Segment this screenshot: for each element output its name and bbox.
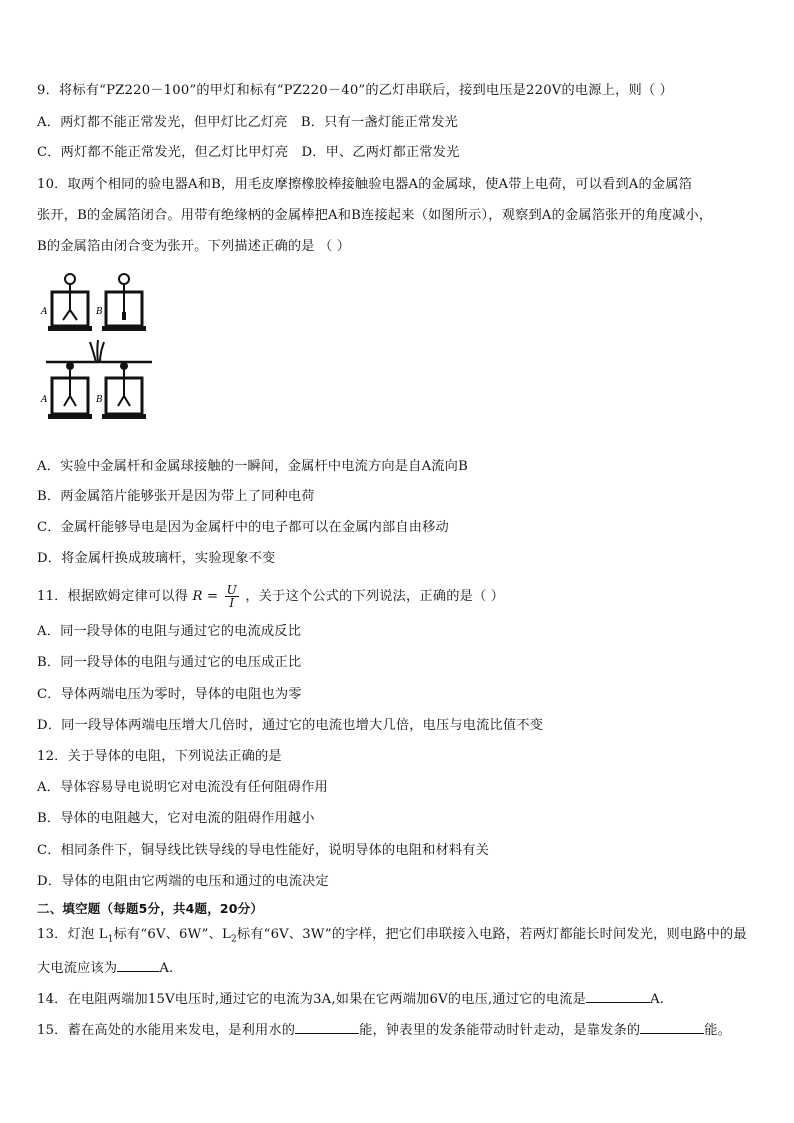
q13-sub-1: 1 — [107, 934, 114, 945]
q9-option-c: C．两灯都不能正常发光，但乙灯比甲灯亮 — [37, 145, 289, 160]
q11-option-d: D．同一段导体两端电压增大几倍时，通过它的电流也增大几倍，电压与电流比值不变 — [37, 718, 544, 733]
electroscope-figure — [40, 270, 160, 445]
q14-answer-blank[interactable] — [586, 988, 650, 1003]
q13-text-b: 标有“6V、6W”、L — [113, 927, 231, 942]
q12-stem: 12．关于导体的电阻，下列说法正确的是 — [37, 749, 282, 764]
q11-stem — [37, 584, 504, 609]
q13-stem-line1 — [37, 926, 747, 949]
q15-stem — [37, 1019, 731, 1040]
q15-answer-blank-1[interactable] — [295, 1019, 359, 1034]
q10-option-a: A．实验中金属杆和金属球接触的一瞬间，金属杆中电流方向是自A流向B — [37, 459, 468, 474]
q9-options-cd — [37, 144, 460, 162]
q15-text-a: 15．蓄在高处的水能用来发电，是利用水的 — [37, 1023, 296, 1038]
q13-text-a: 13．灯泡 L — [37, 927, 108, 942]
q9-option-d: D．甲、乙两灯都正常发光 — [301, 145, 460, 160]
q12-option-c: C．相同条件下，铜导线比铁导线的导电性能好，说明导体的电阻和材料有关 — [37, 843, 490, 858]
q11-stem-pre: 11．根据欧姆定律可以得 — [37, 589, 189, 604]
q10-option-b: B．两金属箔片能够张开是因为带上了同种电荷 — [37, 489, 315, 504]
fig-label-b-top: B — [96, 307, 103, 317]
q14-text-a: 14．在电阻两端加15V电压时,通过它的电流为3A,如果在它两端加6V的电压,通过它的电流是 — [37, 992, 587, 1007]
q11-formula-lhs: R = — [192, 589, 219, 604]
electroscope-diagram — [40, 270, 160, 445]
q11-stem-post: ，关于这个公式的下列说法，正确的是（ ） — [245, 589, 505, 604]
q15-text-b: 能，钟表里的发条能带动时针走动，是靠发条的 — [359, 1023, 641, 1038]
q10-option-c: C．金属杆能够导电是因为金属杆中的电子都可以在金属内部自由移动 — [37, 520, 449, 535]
q13-sub-2: 2 — [230, 934, 237, 945]
q10-stem-line1: 10．取两个相同的验电器A和B，用毛皮摩擦橡胶棒接触验电器A的金属球，使A带上电荷，可以看到A的金属箔 — [37, 177, 693, 192]
q9-stem: 9．将标有“PZ220－100”的甲灯和标有“PZ220－40”的乙灯串联后，接到电压是220V的电源上，则（ ） — [37, 83, 674, 98]
q11-option-a: A．同一段导体的电阻与通过它的电流成反比 — [37, 624, 302, 639]
q11-option-b: B．同一段导体的电阻与通过它的电压成正比 — [37, 655, 302, 670]
q14-text-b: A. — [650, 992, 665, 1007]
q11-formula-denominator: I — [229, 596, 235, 610]
q13-answer-blank[interactable] — [117, 957, 159, 972]
q15-answer-blank-2[interactable] — [640, 1019, 704, 1034]
q9-option-b: B．只有一盏灯能正常发光 — [300, 115, 459, 130]
q9-options-ab — [37, 114, 458, 132]
fig-label-a-bottom: A — [41, 395, 48, 405]
q13-stem-line2 — [37, 957, 173, 978]
q12-option-d: D．导体的电阻由它两端的电压和通过的电流决定 — [37, 874, 329, 889]
q13-text-d: 大电流应该为 — [37, 961, 118, 976]
q13-text-c: 标有“6V、3W”的字样，把它们串联接入电路，若两灯都能长时间发光，则电路中的最 — [236, 927, 747, 942]
q14-stem — [37, 988, 664, 1009]
q11-formula-numerator: U — [226, 583, 237, 597]
section-fill-in-title: 二、填空题（每题5分，共4题，20分） — [37, 901, 264, 916]
q13-text-e: A. — [159, 961, 174, 976]
q11-option-c: C．导体两端电压为零时，导体的电阻也为零 — [37, 687, 302, 702]
fig-label-b-bottom: B — [96, 395, 103, 405]
q10-option-d: D．将金属杆换成玻璃杆，实验现象不变 — [37, 551, 276, 566]
q10-stem-line3: B的金属箔由闭合变为张开。下列描述正确的是 （ ） — [37, 239, 351, 254]
q9-option-a: A．两灯都不能正常发光，但甲灯比乙灯亮 — [37, 115, 288, 130]
q10-stem-line2: 张开，B的金属箔闭合。用带有绝缘柄的金属棒把A和B连接起来（如图所示），观察到A的金属箔张开的角度减小， — [37, 208, 713, 223]
q15-text-c: 能。 — [704, 1023, 732, 1038]
fig-label-a-top: A — [41, 307, 48, 317]
q12-option-b: B．导体的电阻越大，它对电流的阻碍作用越小 — [37, 811, 315, 826]
q12-option-a: A．导体容易导电说明它对电流没有任何阻碍作用 — [37, 780, 328, 795]
q11-formula-fraction — [225, 584, 239, 609]
